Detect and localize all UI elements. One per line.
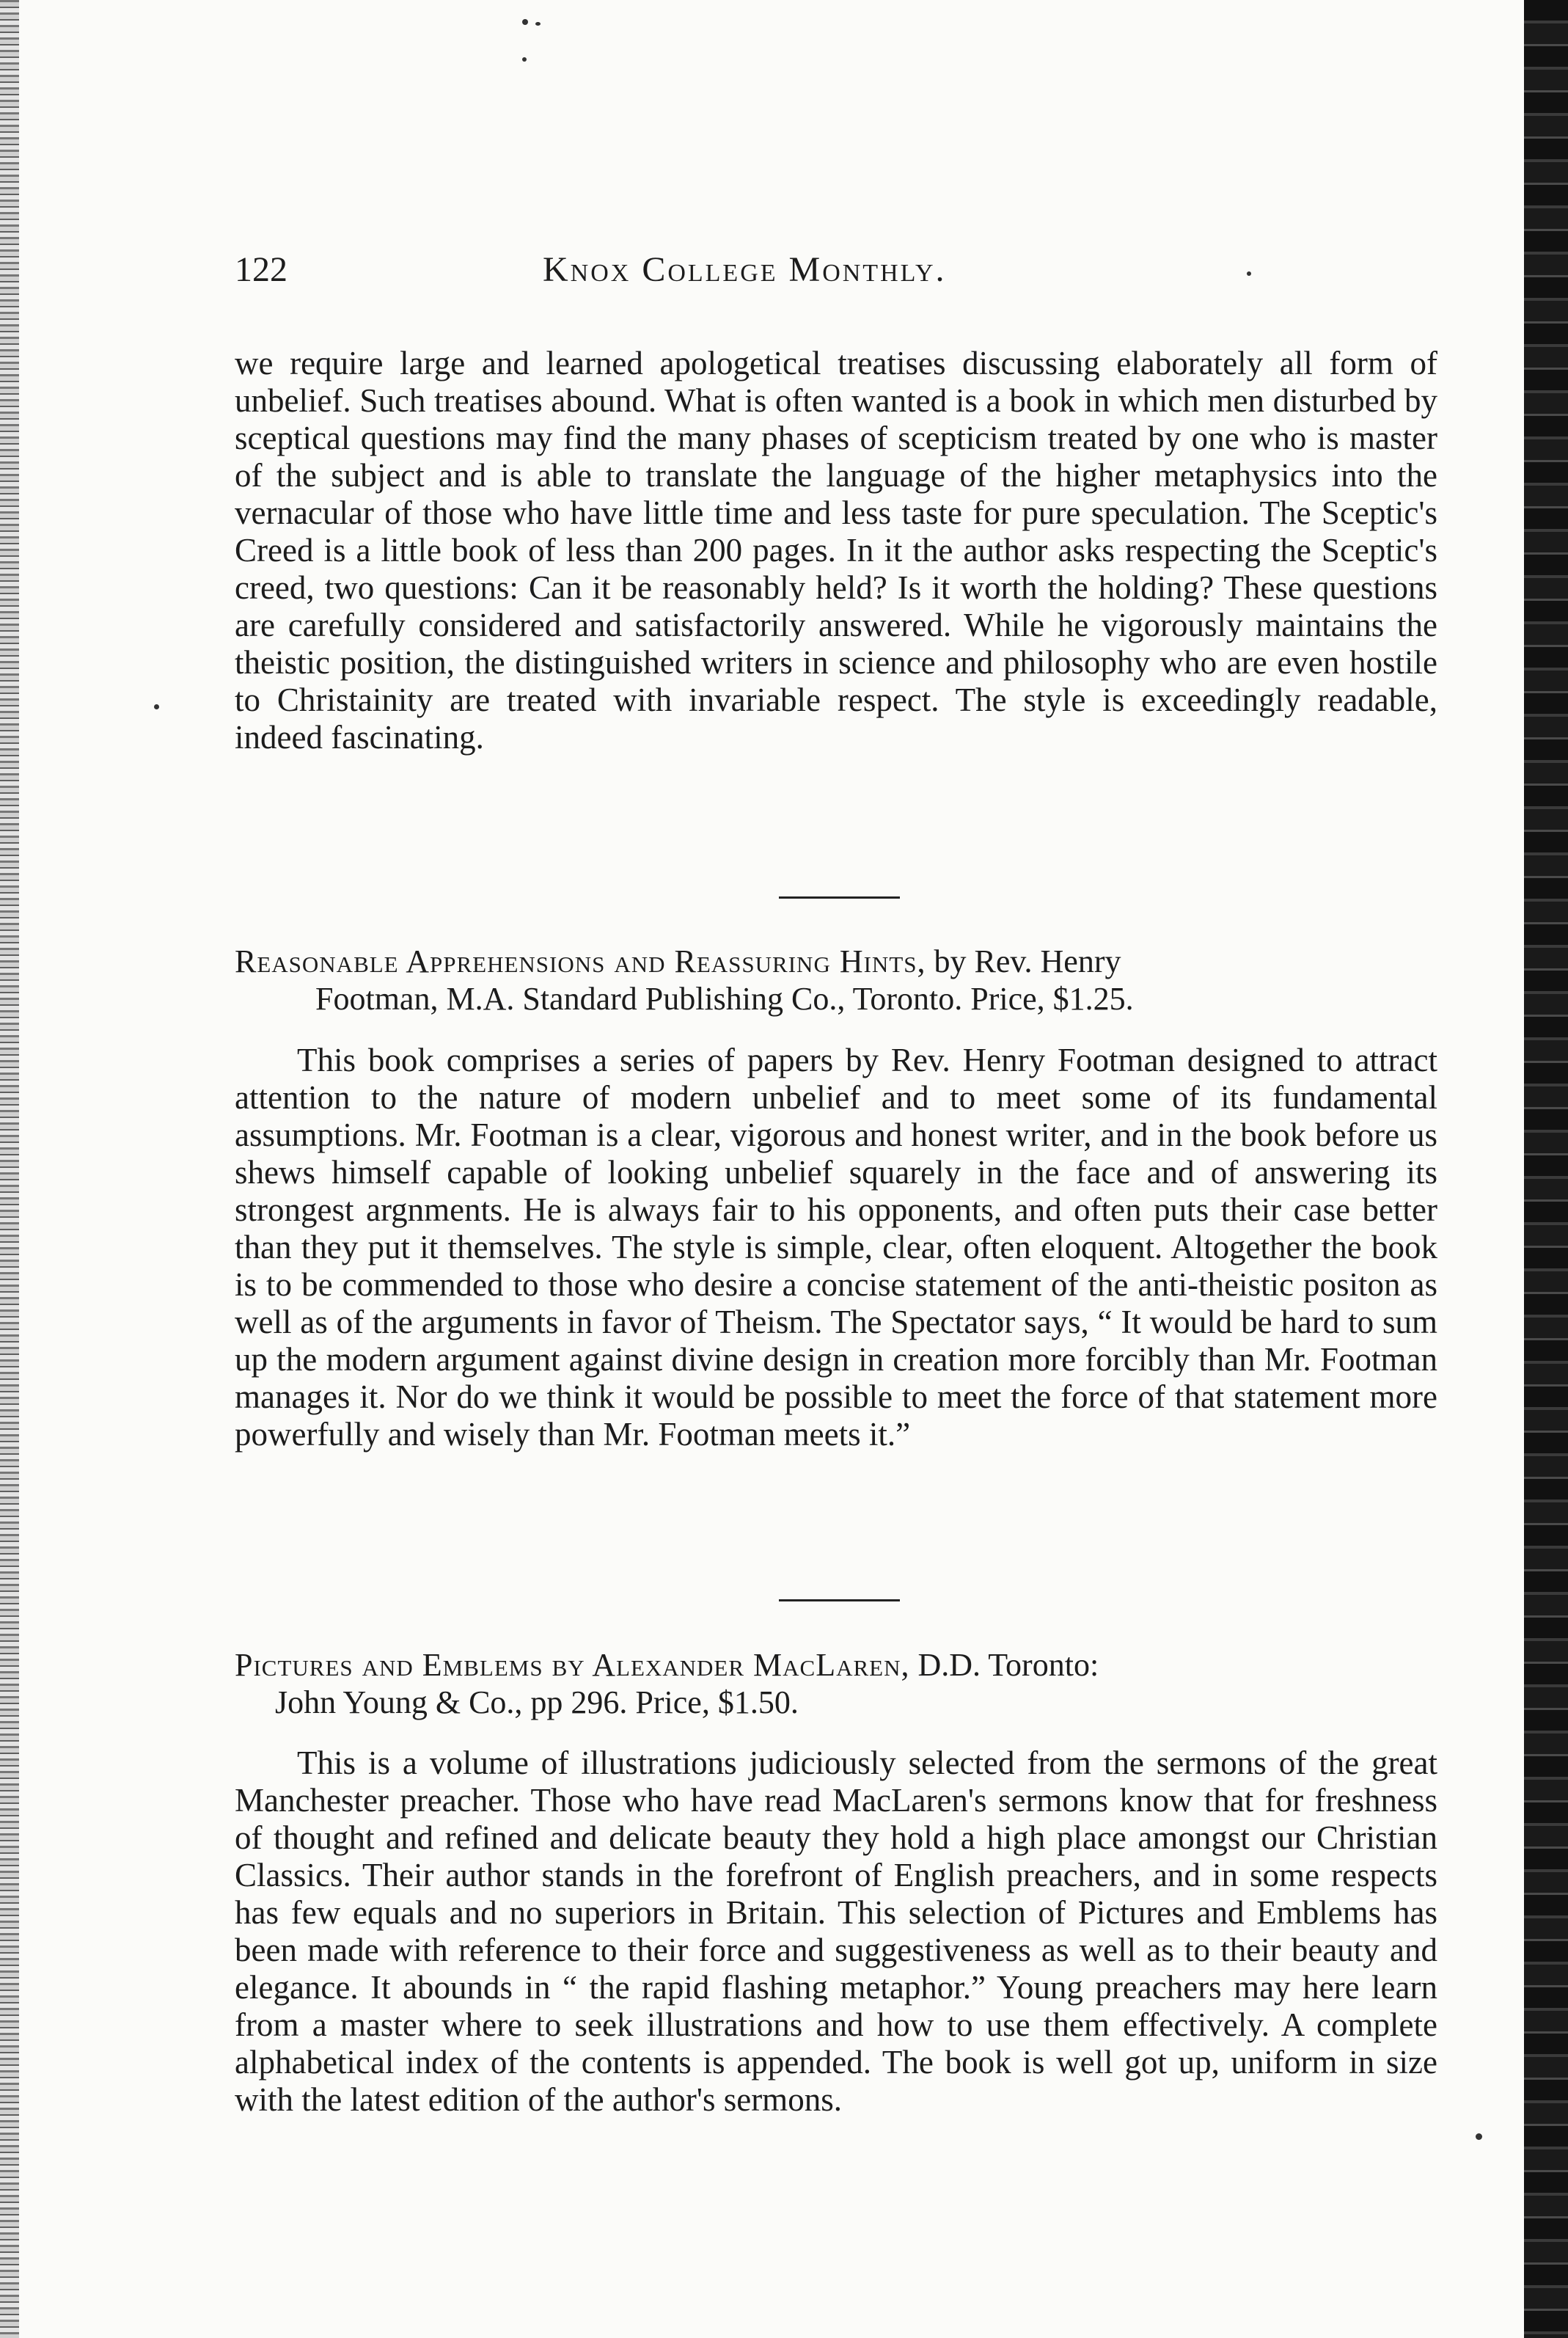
review-title-publisher: John Young & Co., pp 296. Price, $1.50. [275, 1684, 799, 1720]
scan-speck [1476, 2133, 1482, 2140]
section-divider [779, 896, 900, 899]
review-title-caps: Pictures and Emblems by Alexander MacLaren, [235, 1647, 910, 1683]
review-title-place: D.D. Toronto: [909, 1647, 1099, 1683]
page-binding-edge [0, 0, 19, 2338]
page-header [235, 249, 1276, 301]
page-scan-edge [1524, 0, 1568, 2338]
scan-speck [535, 22, 541, 26]
review-title-footman [235, 943, 1437, 1018]
page-number: 122 [235, 250, 287, 289]
review-title-publisher: Footman, M.A. Standard Publishing Co., Toronto. Price, $1.25. [315, 981, 1134, 1017]
review-title-caps: Reasonable Apprehensions and Reassuring Hints, [235, 943, 926, 979]
review-body-footman: This book comprises a series of papers by Rev. Henry Footman designed to attract attention to the nature of modern unbelief and to meet some of its fundamental assumptions. Mr. Footman is a clear, vigorous and honest writer, and in the book before us shews himself capable of looking unbelief squarely in the face and of answering its strongest argnments. He is always fair to his opponents, and often puts their case better than they put it themselves. The style is simple, clear, often eloquent. Altogether the book is to be commended to those who desire a concise statement of the anti-theistic positon as well as of the arguments in favor of Theism. The Spectator says, “ It would be hard to sum up the modern argument against divine design in creation more forcibly than Mr. Footman manages it. Nor do we think it would be possible to meet the force of that statement more powerfully and wisely than Mr. Footman meets it.” [235, 1042, 1437, 1453]
review-body-maclaren: This is a volume of illustrations judiciously selected from the sermons of the great Manchester preacher. Those who have read MacLaren's sermons know that for freshness of thought and refined and delicate beauty they hold a high place amongst our Christian Classics. Their author stands in the forefront of English preachers, and in some respects has few equals and no superiors in Britain. This selection of Pictures and Emblems has been made with reference to their force and suggestiveness as well as to their beauty and elegance. It abounds in “ the rapid flashing metaphor.” Young preachers may here learn from a master where to seek illustrations and how to use them effectively. A complete alphabetical index of the contents is appended. The book is well got up, uniform in size with the latest edition of the author's sermons. [235, 1745, 1437, 2118]
running-title: Knox College Monthly. [543, 250, 947, 289]
review-title-maclaren [235, 1646, 1437, 1721]
intro-paragraph: we require large and learned apologetical treatises discussing elaborately all form of unbelief. Such treatises abound. What is often wanted is a book in which men disturbed by sceptical questions may find the many phases of scepticism treated by one who is master of the subject and is able to translate the language of the higher metaphysics into the vernacular of those who have little time and less taste for pure speculation. The Sceptic's Creed is a little book of less than 200 pages. In it the author asks respecting the Sceptic's creed, two questions: Can it be reasonably held? Is it worth the holding? These questions are carefully considered and satisfactorily answered. While he vigorously maintains the theistic position, the distinguished writers in science and philosophy who are even hostile to Christainity are treated with invariable respect. The style is exceedingly readable, indeed fascinating. [235, 345, 1437, 756]
review-title-author: by Rev. Henry [926, 943, 1121, 979]
scan-speck [522, 19, 528, 25]
scan-speck [154, 704, 159, 709]
section-divider [779, 1599, 900, 1601]
scan-speck [522, 57, 527, 62]
